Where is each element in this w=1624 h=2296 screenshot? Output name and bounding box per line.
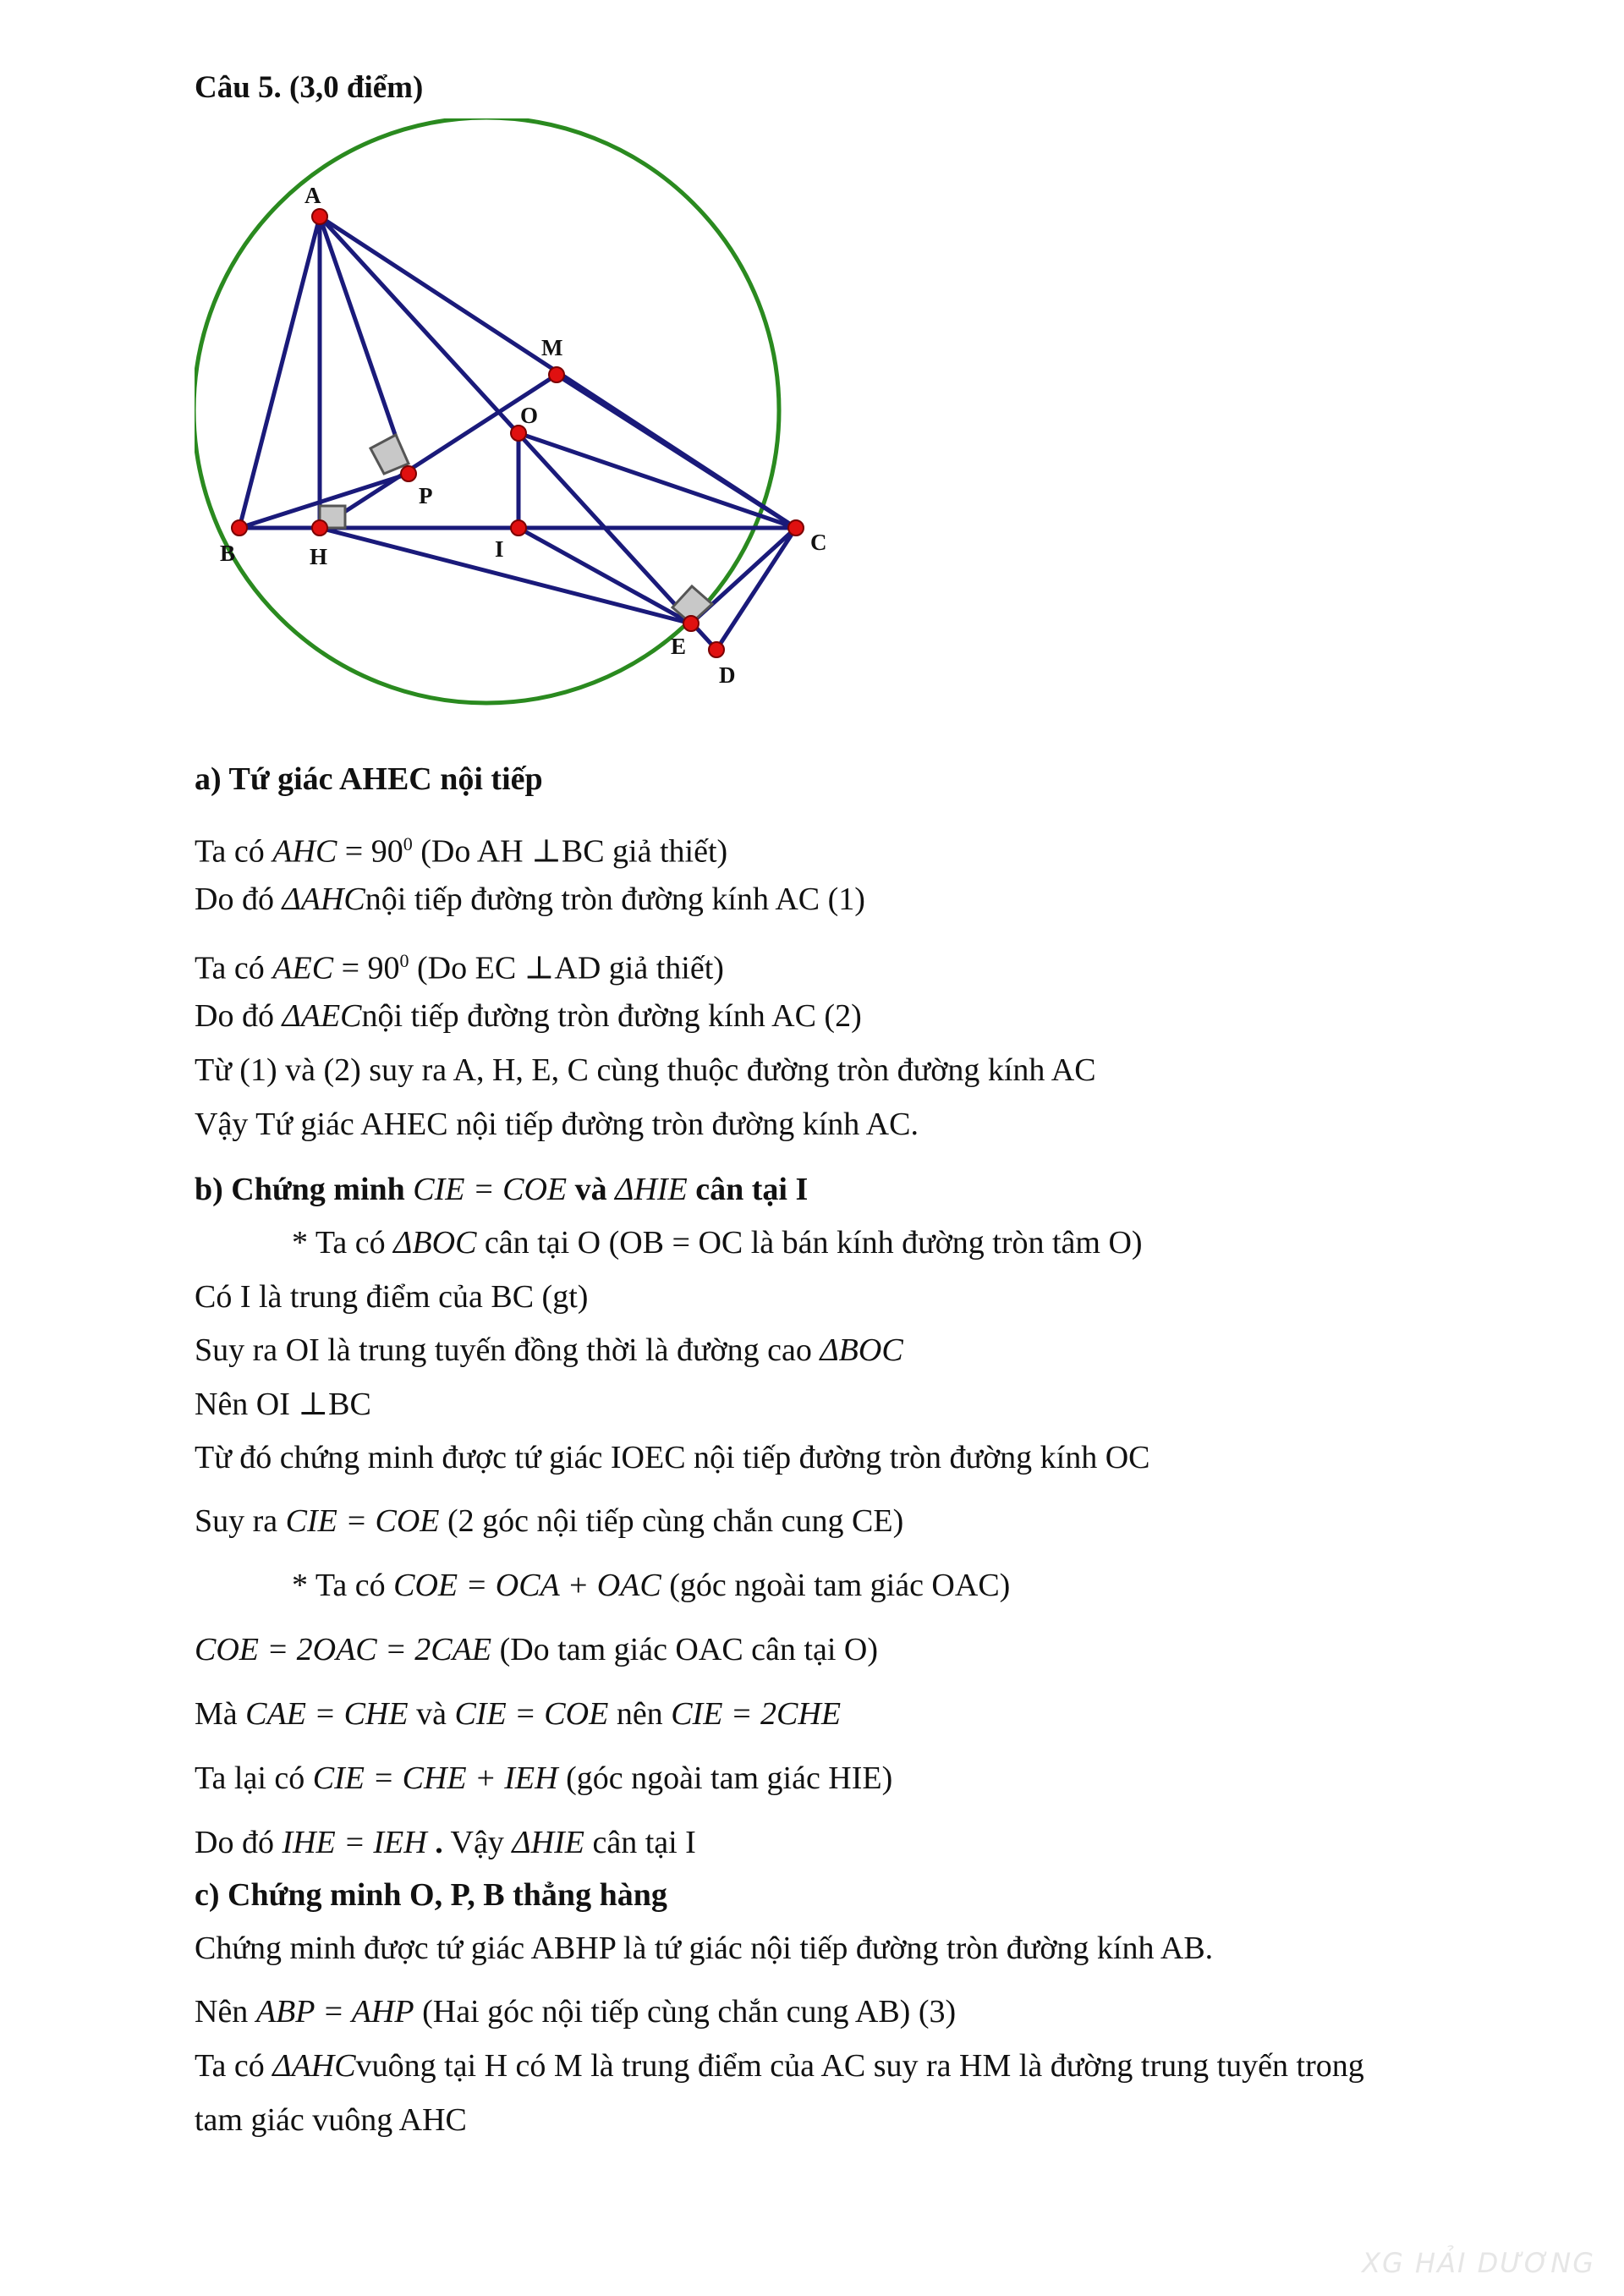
label-M: M bbox=[541, 335, 563, 360]
part-c-line-3: Ta có ΔAHCvuông tại H có M là trung điểm của AC suy ra HM là đường trung tuyến trong bbox=[195, 2048, 1364, 2084]
point-B bbox=[232, 520, 247, 536]
part-a-heading: a) Tứ giác AHEC nội tiếp bbox=[195, 761, 543, 797]
point-D bbox=[709, 642, 724, 657]
label-I: I bbox=[495, 536, 504, 562]
part-b-line-3: Suy ra OI là trung tuyến đồng thời là đường cao ΔBOC bbox=[195, 1332, 903, 1368]
segment-IE bbox=[518, 528, 691, 623]
point-A bbox=[312, 209, 327, 224]
point-I bbox=[511, 520, 526, 536]
part-a-line-3: Ta có AEC = $90^0$ (Do EC ⊥AD giả thiết) bbox=[195, 950, 724, 986]
part-b-line-6: Suy ra CIE = COE (2 góc nội tiếp cùng chắn cung CE) bbox=[195, 1503, 904, 1539]
label-P: P bbox=[419, 483, 433, 508]
part-c-line-1: Chứng minh được tứ giác ABHP là tứ giác nội tiếp đường tròn đường kính AB. bbox=[195, 1931, 1214, 1966]
segment-HM bbox=[320, 375, 557, 528]
label-H: H bbox=[310, 544, 328, 569]
segment-HE bbox=[320, 528, 691, 623]
label-C: C bbox=[810, 530, 827, 555]
part-c-heading: c) Chứng minh O, P, B thẳng hàng bbox=[195, 1877, 667, 1913]
part-a-line-1: Ta có AHC = $90^0$ (Do AH ⊥BC giả thiết) bbox=[195, 833, 728, 870]
part-c-line-4: tam giác vuông AHC bbox=[195, 2102, 467, 2138]
part-b-heading: b) Chứng minh CIE = COE và ΔHIE cân tại I bbox=[195, 1172, 809, 1207]
part-b-line-1: * Ta có ΔBOC cân tại O (OB = OC là bán kính đường tròn tâm O) bbox=[292, 1225, 1143, 1261]
point-H bbox=[312, 520, 327, 536]
part-a-line-5: Từ (1) và (2) suy ra A, H, E, C cùng thuộc đường tròn đường kính AC bbox=[195, 1052, 1096, 1088]
question-title: Câu 5. (3,0 điểm) bbox=[195, 70, 424, 105]
part-b-line-8: COE = 2OAC = 2CAE (Do tam giác OAC cân tại O) bbox=[195, 1632, 878, 1667]
geometry-figure bbox=[195, 118, 846, 744]
part-b-line-4: Nên OI ⊥BC bbox=[195, 1387, 371, 1422]
part-c-line-2: Nên ABP = AHP (Hai góc nội tiếp cùng chắn cung AB) (3) bbox=[195, 1994, 957, 2030]
segment-MC bbox=[557, 375, 796, 528]
label-O: O bbox=[520, 403, 539, 428]
part-b-line-9: Mà CAE = CHE và CIE = COE nên CIE = 2CHE bbox=[195, 1696, 842, 1732]
point-M bbox=[549, 367, 564, 382]
point-P bbox=[401, 466, 416, 481]
label-B: B bbox=[220, 541, 236, 566]
part-b-line-10: Ta lại có CIE = CHE + IEH (góc ngoài tam giác HIE) bbox=[195, 1760, 893, 1796]
part-b-line-11: Do đó IHE = IEH . Vậy ΔHIE cân tại I bbox=[195, 1825, 696, 1860]
label-D: D bbox=[719, 662, 736, 688]
part-a-line-2: Do đó ΔAHCnội tiếp đường tròn đường kính AC (1) bbox=[195, 882, 865, 917]
part-a-line-4: Do đó ΔAECnội tiếp đường tròn đường kính AC (2) bbox=[195, 998, 862, 1034]
label-A: A bbox=[304, 183, 321, 208]
segment-AB bbox=[239, 217, 320, 528]
watermark: XG HẢI DƯƠNG bbox=[1362, 2247, 1595, 2279]
part-a-line-6: Vậy Tứ giác AHEC nội tiếp đường tròn đường kính AC. bbox=[195, 1107, 919, 1142]
point-C bbox=[788, 520, 804, 536]
label-E: E bbox=[671, 634, 687, 659]
point-E bbox=[683, 616, 699, 631]
part-b-line-2: Có I là trung điểm của BC (gt) bbox=[195, 1279, 589, 1315]
part-b-line-7: * Ta có COE = OCA + OAC (góc ngoài tam giác OAC) bbox=[292, 1568, 1011, 1603]
part-b-line-5: Từ đó chứng minh được tứ giác IOEC nội tiếp đường tròn đường kính OC bbox=[195, 1440, 1150, 1475]
